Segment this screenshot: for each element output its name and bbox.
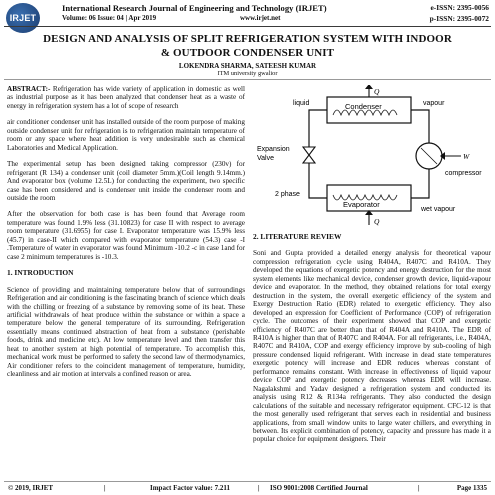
title-line-1: DESIGN AND ANALYSIS OF SPLIT REFRIGERATION SYSTEM WITH INDOOR <box>43 33 452 45</box>
title-line-2: & OUTDOOR CONDENSER UNIT <box>160 47 335 59</box>
right-column <box>253 85 491 452</box>
header-rule <box>4 26 491 27</box>
label-compressor: compressor <box>445 170 482 177</box>
vapour-line <box>411 110 429 143</box>
label-two-phase: 2 phase <box>275 191 300 198</box>
refrigeration-cycle-figure <box>253 85 491 227</box>
abstract-label: ABSTRACT:- <box>7 85 51 93</box>
footer-copyright: © 2019, IRJET <box>8 484 54 492</box>
label-q-cold: Q <box>374 217 380 226</box>
label-evaporator: Evaporator <box>343 200 380 209</box>
expansion-valve-symbol <box>303 147 315 163</box>
authors: LOKENDRA SHARMA, SATEESH KUMAR <box>178 62 317 70</box>
footer-page-number: Page 1335 <box>456 484 487 492</box>
journal-title: International Research Journal of Engineering and Technology (IRJET) <box>62 3 327 13</box>
journal-header <box>0 0 495 36</box>
logo-text: IRJET <box>9 13 37 23</box>
label-expansion: Expansion <box>257 146 290 153</box>
footer-impact-factor: Impact Factor value: 7.211 <box>150 484 230 492</box>
abstract-paragraph-2: air conditioner condenser unit has installed outside of the room purpose of making outside condenser unit for refrigeration is to refrigeration maintain temperature of room or any space where heat addition is very undesirable such as chemical Laboratories and Medical Application. <box>7 118 245 152</box>
cycle-diagram <box>253 85 491 227</box>
label-vapour: vapour <box>423 100 445 107</box>
footer-separator: | <box>104 484 106 492</box>
footer-separator: | <box>258 484 260 492</box>
abstract-paragraph-4: After the observation for both case is has been found that Average room temperature was found 1.9% less (31.10823) for case II with respect to average room temperature (31.6955) for case I. Evaporator temperature was 15.9% less (45.7) in case-II which compared with evaporator temperature (54.3) case -I .Temperature of water in evaporator was found Minimum -10.2 -c in case 1and for case 2 minimum temperatures is -10.3. <box>7 210 245 261</box>
affiliation: ITM university gwalior <box>217 70 278 77</box>
label-liquid: liquid <box>293 100 310 107</box>
introduction-text: Science of providing and maintaining temperature below that of surroundings Refrigeration and air conditioning is the fascinating branch of science which deals with the chilling or freezing of a substance by removing some of its heat. These artificial withdrawals of heat produce within the substance or within a space a temperature below the general temperature of its surrounding. Refrigeration essentially means continued abstraction of heat from a substance (perishable foods, drink and medicine etc). At low temperature level and then transfer this heat to another system at high potential of temperature. To accomplish this, mechanical work must be performed to safety the second law of thermodynamics, Air conditioner refers to the coincident management of temperature, humidity, cleanliness and air motion at intervals a confined reason or area. <box>7 285 245 379</box>
volume-issue: Volume: 06 Issue: 04 | Apr 2019 <box>62 14 157 22</box>
left-column <box>7 85 245 387</box>
paper-title <box>10 32 485 60</box>
label-wet-vapour: wet vapour <box>421 206 456 213</box>
footer-rule <box>4 481 491 482</box>
introduction-heading: 1. INTRODUCTION <box>7 268 74 278</box>
journal-website: www.irjet.net <box>240 14 281 22</box>
two-phase-line <box>309 163 327 198</box>
abstract-text: Refrigeration has wide variety of application in domestic as well as industrial purpose as it has been analyzed that condenser heat as a waste of energy in refrigeration system has a lot of scope of research <box>7 85 245 110</box>
title-rule <box>4 79 491 80</box>
abstract <box>7 85 245 110</box>
abstract-paragraph-3: The experimental setup has been designed taking compressor (230v) for refrigerant (R 134) a condenser unit (coil diameter 5mm.)(Coil length 9.14mm.) And evaporator box (volume 12.5L) for conducting the experiment, two specific case has been considered and is condenser unit inside the condenser room and outside the room <box>7 160 245 202</box>
literature-review-heading: 2. LITERATURE REVIEW <box>253 232 342 241</box>
liquid-line <box>309 110 327 147</box>
literature-review-text: Soni and Gupta provided a detailed energy analysis for theoretical vapour compression refrigeration cycle using R404A, R407C and R410A. They developed the equations of exergetic potency and energy destruction for the most system elements like mechanical device, condenser growth device, liquid-vapour device and evaporator. In the method, they obtained relations for total exergy destruction in the system, the overall exergetic efficiency of the system and Exergy Destruction Ratio (EDR) related to exergetic efficiency. They also developed an expression for Coefficient of Performance (COP) of refrigeration cycle. The outcomes of their experiment showed that COP and exergetic efficiency of R407C are better than that of R404A and R410A. The EDR of R410A is higher than that of R407C and R404A. For all refrigerants, i.e., R404A, R407C and R410A, COP and exergy efficiency improve by sub-cooling of high pressure condensed liquid refrigerant. With increase in dead state temperatures exergetic potency will increase and EDR reduces whereas constant of performance remains constant. With increase in effectiveness of liquid vapour device COP and exergetic potency decreases whereas EDR will increase. Nagalakshmi and Yadav designed a refrigeration system and conducted its analysis using R12 & R134a refrigerants. They also conducted the design calculations of the suitable and necessary refrigerator equipment. CFC-12 is that the most generally used refrigerant that serves each in residential and business applications, from small window units to large water chillers, and everything in between. Its explicit combination of potency, capacity and pressure has made it a popular choice for equipment designers. Their <box>253 249 491 444</box>
irjet-logo <box>6 3 40 33</box>
footer-iso: ISO 9001:2008 Certified Journal <box>270 484 368 492</box>
heat-out-arrowhead <box>365 85 373 89</box>
label-work: W <box>463 152 470 161</box>
footer-separator: | <box>418 484 420 492</box>
label-condenser: Condenser <box>345 102 382 111</box>
label-q-hot: Q <box>374 87 380 96</box>
suction-line <box>411 169 429 198</box>
p-issn: p-ISSN: 2395-0072 <box>429 14 489 23</box>
e-issn: e-ISSN: 2395-0056 <box>430 3 489 12</box>
label-valve: Valve <box>257 155 274 162</box>
